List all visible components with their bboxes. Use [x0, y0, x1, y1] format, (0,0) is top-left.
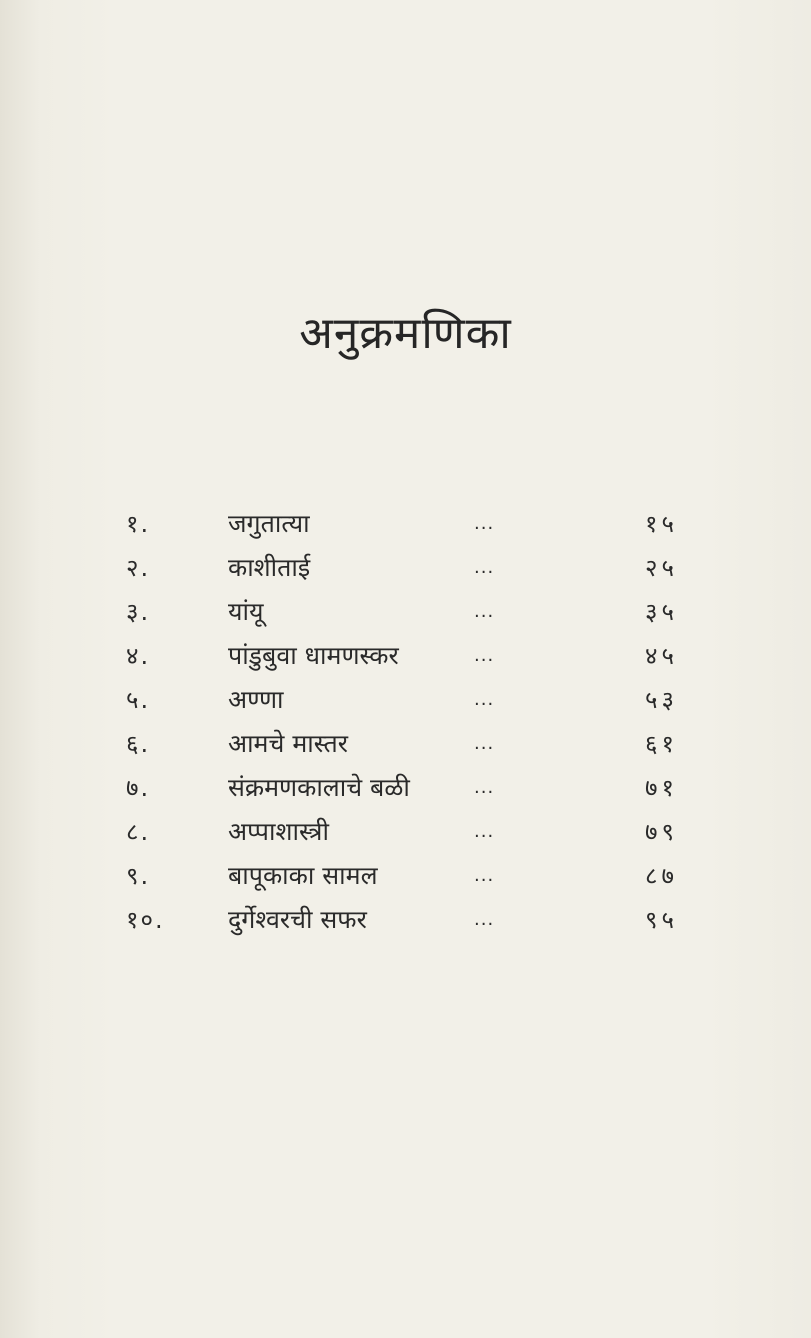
toc-row: [0, 766, 811, 810]
toc-row: [0, 854, 811, 898]
page-number: ५३: [645, 686, 678, 714]
chapter-number: ९.: [126, 862, 151, 890]
toc-row: [0, 546, 811, 590]
toc-row: [0, 898, 811, 942]
toc-row: [0, 590, 811, 634]
chapter-number: ७.: [126, 774, 151, 802]
chapter-number: १०.: [126, 906, 165, 934]
page-number: ७९: [645, 818, 678, 846]
toc-row: [0, 722, 811, 766]
leader-dots: ...: [474, 601, 495, 622]
chapter-title: दुर्गेश्वरची सफर: [228, 905, 367, 934]
chapter-number: ३.: [126, 598, 151, 626]
page-number: ७१: [645, 774, 678, 802]
toc-row: [0, 634, 811, 678]
chapter-number: ४.: [126, 642, 151, 670]
chapter-title: आमचे मास्तर: [228, 729, 348, 758]
leader-dots: ...: [474, 513, 495, 534]
chapter-number: १.: [126, 510, 151, 538]
chapter-title: अण्णा: [228, 685, 284, 714]
leader-dots: ...: [474, 557, 495, 578]
leader-dots: ...: [474, 777, 495, 798]
chapter-title: जगुतात्या: [228, 509, 310, 538]
chapter-number: ८.: [126, 818, 151, 846]
chapter-number: ५.: [126, 686, 151, 714]
page-number: ४५: [645, 642, 678, 670]
leader-dots: ...: [474, 733, 495, 754]
page-number: ३५: [645, 598, 678, 626]
chapter-title: पांडुबुवा धामणस्कर: [228, 641, 399, 670]
chapter-number: २.: [126, 554, 151, 582]
chapter-number: ६.: [126, 730, 151, 758]
chapter-title: अप्पाशास्त्री: [228, 817, 329, 846]
page-number: ८७: [645, 862, 678, 890]
leader-dots: ...: [474, 821, 495, 842]
page-number: ९५: [645, 906, 678, 934]
page-title: अनुक्रमणिका: [299, 308, 512, 359]
chapter-title: बापूकाका सामल: [228, 861, 378, 890]
leader-dots: ...: [474, 645, 495, 666]
toc-row: [0, 810, 811, 854]
toc-row: [0, 502, 811, 546]
leader-dots: ...: [474, 909, 495, 930]
leader-dots: ...: [474, 689, 495, 710]
page-number: २५: [645, 554, 678, 582]
chapter-title: काशीताई: [228, 553, 311, 582]
leader-dots: ...: [474, 865, 495, 886]
chapter-title: संक्रमणकालाचे बळी: [228, 773, 410, 802]
page-number: १५: [645, 510, 678, 538]
chapter-title: यांयू: [228, 597, 264, 626]
toc-row: [0, 678, 811, 722]
page-number: ६१: [645, 730, 678, 758]
